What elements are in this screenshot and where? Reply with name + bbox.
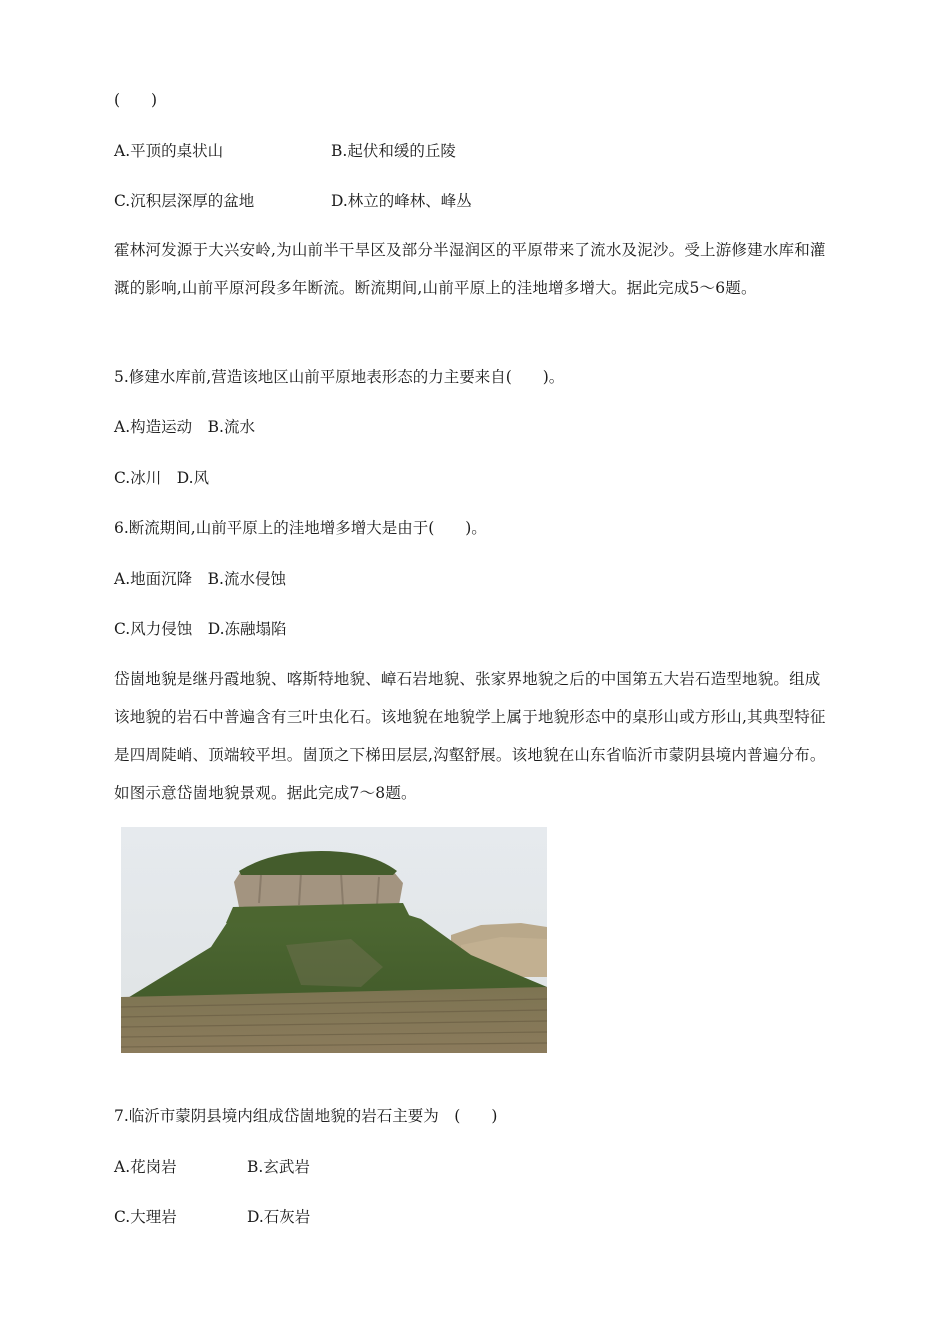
- q4-option-b: B.起伏和缓的丘陵: [331, 142, 456, 160]
- q6-options-ab: A.地面沉降 B.流水侵蚀: [114, 570, 286, 588]
- q4-option-a: A.平顶的桌状山: [114, 142, 224, 160]
- q7-option-b: B.玄武岩: [247, 1158, 310, 1176]
- q7-option-d: D.石灰岩: [247, 1208, 311, 1226]
- q6-options-cd: C.风力侵蚀 D.冻融塌陷: [114, 620, 287, 638]
- q7-option-c: C.大理岩: [114, 1208, 177, 1226]
- passage-daigu-landform: 岱崮地貌是继丹霞地貌、喀斯特地貌、嶂石岩地貌、张家界地貌之后的中国第五大岩石造型地貌。组成该地貌的岩石中普遍含有三叶虫化石。该地貌在地貌学上属于地貌形态中的桌形山或方形山,其典型特征是四周陡峭、顶端较平坦。崮顶之下梯田层层,沟壑舒展。该地貌在山东省临沂市蒙阴县境内普遍分布。如图示意岱崮地貌景观。据此完成7～8题。: [114, 670, 826, 802]
- q5-options-cd: C.冰川 D.风: [114, 469, 210, 487]
- passage-huolin-river: 霍林河发源于大兴安岭,为山前半干旱区及部分半湿润区的平原带来了流水及泥沙。受上游修建水库和灌溉的影响,山前平原河段多年断流。断流期间,山前平原上的洼地增多增大。据此完成5～6题。: [114, 241, 826, 297]
- q4-bracket: ( ): [114, 91, 158, 109]
- daigu-landform-photo: [121, 827, 547, 1053]
- q6-stem: 6.断流期间,山前平原上的洼地增多增大是由于( )。: [114, 519, 487, 537]
- q7-option-a: A.花岗岩: [114, 1158, 177, 1176]
- q4-option-d: D.林立的峰林、峰丛: [331, 192, 472, 210]
- q5-stem: 5.修建水库前,营造该地区山前平原地表形态的力主要来自( )。: [114, 368, 565, 386]
- q5-options-ab: A.构造运动 B.流水: [114, 418, 255, 436]
- q4-option-c: C.沉积层深厚的盆地: [114, 192, 255, 210]
- q7-stem: 7.临沂市蒙阴县境内组成岱崮地貌的岩石主要为 ( ): [114, 1107, 498, 1125]
